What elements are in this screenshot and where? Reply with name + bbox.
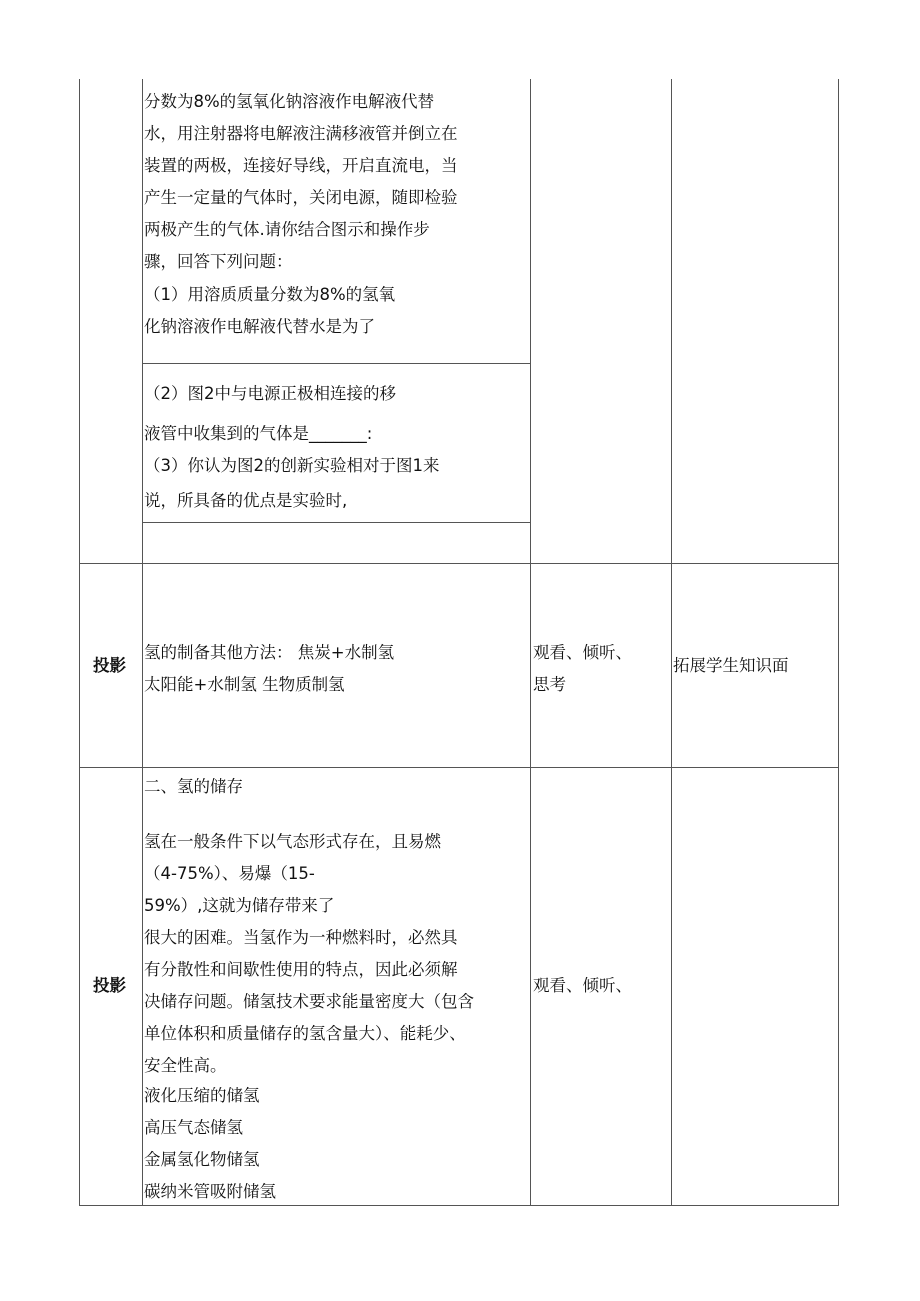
row1-line-6: 骤，回答下列问题： xyxy=(144,252,293,271)
table-col-divider-1 xyxy=(142,79,143,1206)
row3-line-5: 有分散性和间歇性使用的特点，因此必须解 xyxy=(144,960,458,979)
row1b-line-1: （2）图2中与电源正极相连接的移 xyxy=(144,384,396,403)
row1-line-8: 化钠溶液作电解液代替水是为了 xyxy=(144,317,375,336)
table-col-divider-3 xyxy=(671,79,672,1206)
row-divider-1 xyxy=(79,563,839,564)
table-right-border xyxy=(838,79,839,1206)
row3-line-4: 很大的困难。当氢作为一种燃料时，必然具 xyxy=(144,928,458,947)
row3-heading: 二、氢的储存 xyxy=(144,777,243,796)
row3-line-1: 氢在一般条件下以气态形式存在，且易燃 xyxy=(144,832,441,851)
row3-line-12: 碳纳米管吸附储氢 xyxy=(144,1182,276,1201)
row1-line-4: 产生一定量的气体时，关闭电源，随即检验 xyxy=(144,188,458,207)
row2-label: 投影 xyxy=(93,656,126,675)
row2-line-2: 太阳能+水制氢 生物质制氢 xyxy=(144,675,345,694)
row2-student-line-2: 思考 xyxy=(533,675,566,694)
row3-line-6: 决储存问题。储氢技术要求能量密度大（包含 xyxy=(144,992,474,1011)
row1b-line-2: 液管中收集到的气体是_______: xyxy=(144,424,373,443)
row3-line-9: 液化压缩的储氢 xyxy=(144,1086,260,1105)
row1-line-7: （1）用溶质质量分数为8%的氢氧 xyxy=(144,285,396,304)
row1-line-2: 水，用注射器将电解液注满移液管并倒立在 xyxy=(144,124,458,143)
table-col-divider-2 xyxy=(530,79,531,1206)
row3-line-7: 单位体积和质量储存的氢含量大）、能耗少、 xyxy=(144,1024,466,1043)
table-left-border xyxy=(79,79,80,1206)
row1b-line-4: 说，所具备的优点是实验时, xyxy=(144,491,348,510)
row2-line-1: 氢的制备其他方法： 焦炭+水制氢 xyxy=(144,643,395,662)
row1b-line-3: （3）你认为图2的创新实验相对于图1来 xyxy=(144,456,440,475)
row3-student: 观看、倾听、 xyxy=(533,976,632,995)
inner-row-divider-2 xyxy=(142,522,531,523)
table-bottom-border xyxy=(79,1205,839,1206)
row1-line-3: 装置的两极，连接好导线，开启直流电，当 xyxy=(144,156,458,175)
row3-line-3: 59%）,这就为储存带来了 xyxy=(144,896,335,915)
row2-student-line-1: 观看、倾听、 xyxy=(533,643,632,662)
row3-label: 投影 xyxy=(93,976,126,995)
row1-line-5: 两极产生的气体.请你结合图示和操作步 xyxy=(144,220,430,239)
inner-row-divider-1 xyxy=(142,363,531,364)
row3-line-2: （4-75%）、易爆（15- xyxy=(144,864,315,883)
row3-line-11: 金属氢化物储氢 xyxy=(144,1150,260,1169)
row-divider-2 xyxy=(79,767,839,768)
row2-purpose: 拓展学生知识面 xyxy=(673,656,789,675)
row1-line-1: 分数为8%的氢氧化钠溶液作电解液代替 xyxy=(144,92,435,111)
row3-line-8: 安全性高。 xyxy=(144,1056,227,1075)
row3-line-10: 高压气态储氢 xyxy=(144,1118,243,1137)
